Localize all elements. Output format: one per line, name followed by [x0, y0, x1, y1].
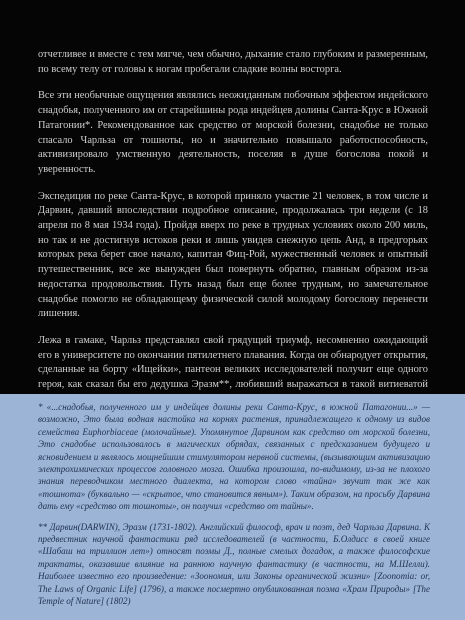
- paragraph-3: Экспедиция по реке Санта-Крус, в которой приняло участие 21 человек, в том числе и Дарвин, давший впоследствии подробное описание, продолжалась три недели (с 18 апреля по 8 мая 1934 года). Пройдя вверх по реке в трудных условиях около 200 миль, но так и не достигнув истоков реки и лишь увидев снежную цепь Анд, в предгорьях которых река берет свое начало, капитан Фиц-Рой, мужественный человек и опытный путешественник, все же вынужден был повернуть обратно, главным образом из-за недостатка продовольствия. Путь назад был еще более трудным, но замечательное снадобье помогло не обладающему физической силой молодому богослову перенести лишения.: [38, 190, 428, 320]
- footnotes: [38, 401, 430, 616]
- footnote-1: * «...снадобья, полученного им у индейцев долины реки Санта-Крус, в южной Патагонии...» — возможно, Это была водная настойка на корнях растения, принадлежащего к одному из видов семейства Euphorbiaceae (молочайные). Упомянутое Дарвином как средство от морской болезни, Это снадобье использовалось в магических обрядах, связанных с предсказанием будущего и ясновидением и являлось мощнейшим стимулятором нервной системы, (вызывающим активизацию электрохимических процессов головного мозга. Ошибка произошла, по-видимому, из-за не плохого знания переводчиком местного диалекта, на котором слово «тайна» звучит так же как «тошнота» (буквально — «скрытое, что становится явным»). Таким образом, на просьбу Дарвина дать ему «средство от тошноты», он получил «средство от тайны».: [38, 402, 430, 512]
- main-text: [38, 48, 428, 419]
- paragraph-1: отчетливее и вместе с тем мягче, чем обычно, дыхание стало глубоким и размеренным, по всему телу от головы к ногам пробегали сладкие волны восторга.: [38, 49, 428, 75]
- footnote-2: ** Дарвин(DARWIN), Эразм (1731-1802). Английский философ, врач и поэт, дед Чарльза Дарвина. К предвестник научной фантастики ряд исследователей (в частности, Б.Олдисс в своей книге «Шабаш на триллион лет») относят поэмы Д., полные смелых догадок, а также философские трактаты, оказавшие влияние на раннюю научную фантастику (в частности, на М.Шелли). Наиболее известно его произведение: «Зоономия, или Законы органической жизни» [Zoonomia: or, The Laws of Organic Life] (1796), а также посмертно опубликованная поэма «Храм Природы» [The Temple of Nature] (1802): [38, 521, 430, 607]
- paragraph-4: Лежа в гамаке, Чарльз представлял свой грядущий триумф, несомненно ожидающий его в университете по окончании пятилетнего плавания. Когда он обнародует открытия, сделанные на борту «Ищейки», пантеон великих исследователей получит еще одного героя, как сказал бы его дедушка Эразм**, любивший выражаться в такой витиеватой: [38, 334, 428, 391]
- paragraph-2: Все эти необычные ощущения являлись неожиданным побочным эффектом индейского снадобья, полученного им от старейшины рода индейцев долины Санта-Крус в Южной Патагонии*. Рекомендованное как средство от морской болезни, снадобье не только спасало Чарльза от тошноты, но и значительно повышало работоспособность, активизировало умственную деятельность, поселяя в душе богослова покой и уверенность.: [38, 90, 428, 175]
- footnotes-panel: [0, 394, 465, 620]
